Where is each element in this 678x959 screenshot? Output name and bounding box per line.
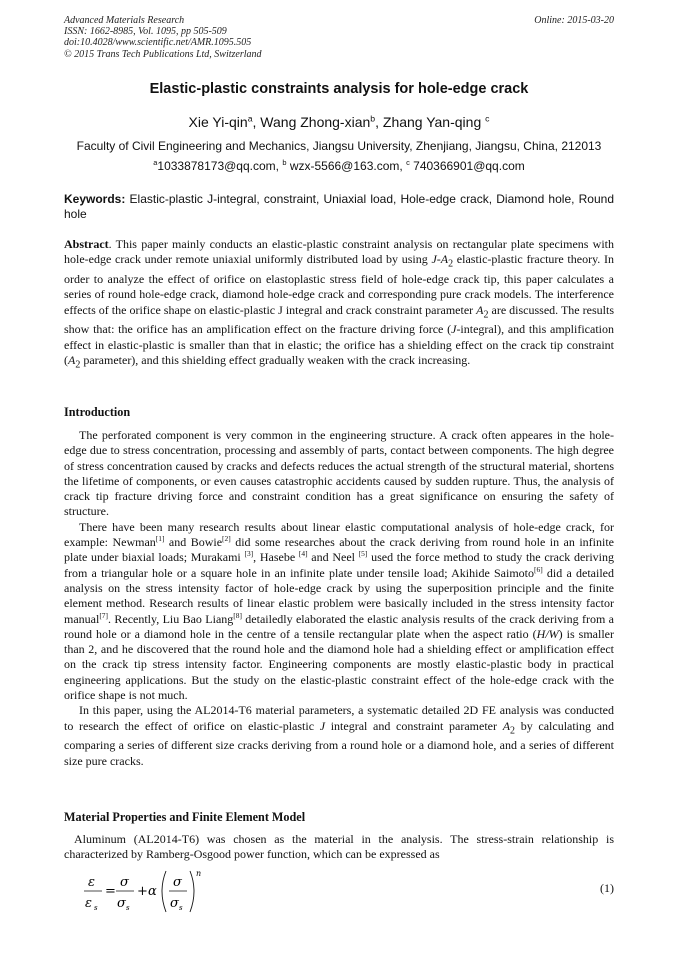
abstract-text: -integral), and this amplification effect in elastic-plastic is smaller than that in elastic; the orifice has a shielding effect on the crack tip constraint ( <box>64 322 614 367</box>
abstract-symbol: A <box>68 352 76 367</box>
journal-name: Advanced Materials Research <box>64 15 185 26</box>
text-run: did some researches about the crack deriving from round hole in an infinite plate under biaxial loads; Murakami <box>64 535 614 565</box>
email-mark: c <box>406 158 410 167</box>
email-address[interactable]: 740366901@qq.com <box>413 159 525 173</box>
email-list: $^a$1033878173@qq.com, $^b$ wzx-5566@163.com, $^c$ 740366901@qq.com <box>153 158 525 173</box>
text-run: used the force method to study the crack deriving from a triangular hole or a square hole in an infinite plate under tensile load; Akihide Saimoto <box>64 550 614 580</box>
author-mark: c <box>485 113 490 124</box>
journal-issn: ISSN: 1662-8985, Vol. 1095, pp 505-509 <box>64 26 227 38</box>
ramberg-osgood-equation <box>82 868 242 916</box>
eq-sigma-s: σ <box>170 896 179 911</box>
author-name: Zhang Yan-qing <box>382 114 482 130</box>
eq-sigma: σ <box>120 875 129 890</box>
eq-exponent-n: n <box>196 869 202 878</box>
journal-doi: doi:10.4028/www.scientific.net/AMR.1095.505 <box>64 37 252 49</box>
section-heading-material: Material Properties and Finite Element Model <box>64 810 306 824</box>
abstract-subscript: 2 <box>75 359 81 371</box>
affiliation: Faculty of Civil Engineering and Mechanics, Jiangsu University, Zhenjiang, Jiangsu, China, 212013 <box>76 139 602 153</box>
eq-sigma: σ <box>173 875 182 890</box>
abstract-text: parameter), and this shielding effect gradually weaken with the crack increasing. <box>80 352 471 367</box>
citation[interactable]: [5] <box>358 549 368 559</box>
citation[interactable]: [6] <box>534 564 543 574</box>
online-date: Online: 2015-03-20 <box>534 15 614 26</box>
introduction-paragraph-2 <box>64 520 614 704</box>
journal-copyright: © 2015 Trans Tech Publications Ltd, Switzerland <box>64 48 262 60</box>
text-run: by calculating and comparing a series of different size cracks deriving from a round hole or a diamond hole, and a series of different size pure cracks. <box>64 718 615 768</box>
author-list: Xie Yi-qin$^a$, Wang Zhong-xian$^b$, Zhang Yan-qing $^c$ <box>188 113 490 130</box>
eq-plus: + <box>137 884 148 899</box>
text-run: and Neel <box>307 550 359 565</box>
symbol: J <box>319 718 326 733</box>
introduction-paragraph-3 <box>64 703 614 769</box>
symbol: H/W <box>536 626 559 641</box>
material-body <box>64 832 614 863</box>
eq-sub-s: s <box>179 904 183 912</box>
text-run: integral and constraint parameter <box>325 718 503 733</box>
email-mark: b <box>282 158 287 167</box>
abstract-subscript: 2 <box>448 258 454 270</box>
eq-sub-s: s <box>126 904 130 912</box>
abstract <box>64 237 614 373</box>
abstract-symbol: J-A <box>431 252 449 267</box>
eq-epsilon: ε <box>88 875 95 890</box>
citation[interactable]: [2] <box>222 534 231 544</box>
keywords-text: Elastic-plastic J-integral, constraint, Uniaxial load, Hole-edge crack, Diamond hole, Round hole <box>64 192 614 221</box>
email-address[interactable]: 1033878173@qq.com <box>157 159 276 173</box>
email-mark: a <box>153 158 158 167</box>
author-name: Wang Zhong-xian <box>260 114 371 130</box>
text-run: , Hasebe <box>253 550 299 565</box>
section-heading-introduction: Introduction <box>64 405 131 419</box>
introduction-body <box>64 428 614 769</box>
abstract-text: . This paper mainly conducts an elastic-plastic constraint analysis on rectangular plate specimens with hole-edge crack under remote uniaxial uniformly distributed load by using <box>64 237 614 267</box>
abstract-symbol: A <box>476 302 484 317</box>
citation[interactable]: [8] <box>233 610 242 620</box>
abstract-label: Abstract <box>64 237 109 251</box>
material-paragraph-1: Aluminum (AL2014-T6) was chosen as the material in the analysis. The stress-strain relationship is characterized by Ramberg-Osgood power function, which can be expressed as <box>64 832 614 862</box>
keywords-label: Keywords: <box>64 192 126 206</box>
eq-alpha: α <box>148 884 157 899</box>
subscript: 2 <box>510 725 516 737</box>
abstract-text: elastic-plastic fracture theory. In order to analyze the effect of orifice on elastoplastic stress field of hole-edge crack tip, this paper calculates a series of round hole-edge crack, diamond hole-edge crack and corresponding pure crack models. The interference effects of the orifice shape on elastic-plastic J integral and crack constraint parameter <box>64 252 614 317</box>
author-mark: b <box>370 113 376 124</box>
abstract-text: are discussed. The results show that: the orifice has an amplification effect on the fracture driving force ( <box>64 302 614 337</box>
symbol: A <box>502 718 511 733</box>
eq-sigma-s: σ <box>117 896 126 911</box>
text-run: There have been many research results about linear elastic computational analysis of hole-edge crack, for example: Newman <box>64 519 614 550</box>
author-mark: a <box>247 113 253 124</box>
eq-equals: = <box>105 884 116 899</box>
text-run: In this paper, using the AL2014-T6 material parameters, a systematic detailed 2D FE analysis was conducted to research the effect of orifice on elastic-plastic <box>64 703 614 733</box>
paper-title: Elastic-plastic constraints analysis for hole-edge crack <box>149 81 529 97</box>
text-run: and Bowie <box>164 535 223 550</box>
eq-left-paren <box>162 871 166 912</box>
eq-sub-s: s <box>94 904 98 912</box>
text-run: detailedly elaborated the elastic analysis results of the crack deriving from a round hole or a diamond hole in the centre of a tensile rectangular plate when the aspect ratio ( <box>64 611 614 641</box>
eq-epsilon-s: ε <box>85 896 92 911</box>
text-run: ) is smaller than 2, and he discovered that the round hole and the diamond hole had a shielding effect or amplification effect on the crack tip stress intensity factor. Engineering components are mostly elastic-plastic body in practical engineering applications. But the study on the elastic-plastic constraint effect of the hole-edge crack with the orifice shape is not much. <box>64 626 614 703</box>
text-run: did a detailed analysis on the stress intensity factor of hole-edge crack by using the superposition principle and the finite element method. Research results of linear elastic problem were basically included in the stress intensity factor manual <box>64 565 614 626</box>
citation[interactable]: [4] <box>298 549 308 559</box>
email-address[interactable]: wzx-5566@163.com <box>289 159 400 173</box>
equation-number: (1) <box>600 881 614 895</box>
citation[interactable]: [3] <box>244 549 254 559</box>
citation[interactable]: [1] <box>155 534 165 544</box>
abstract-subscript: 2 <box>483 308 489 320</box>
author-name: Xie Yi-qin <box>188 114 248 130</box>
journal-header <box>64 15 614 60</box>
keywords <box>64 192 614 221</box>
introduction-paragraph-1: The perforated component is very common in the engineering structure. A crack often appeares in the hole-edge due to stress concentration, processing and assembly of parts, contact between components. The high degree of stress concentration caused by cracks and defects reduces the actual strength of the structural material, shortens the lifetime of components, or even causes catastrophic accidents caused by sudden rupture. Thus, the analysis of crack tip fracture driving force and constraint condition has a great significance on ensuring the safety of structure. <box>64 428 614 519</box>
citation[interactable]: [7] <box>99 610 109 620</box>
eq-right-paren <box>190 871 194 912</box>
text-run: . Recently, Liu Bao Liang <box>108 611 234 626</box>
abstract-symbol: J <box>451 322 457 337</box>
